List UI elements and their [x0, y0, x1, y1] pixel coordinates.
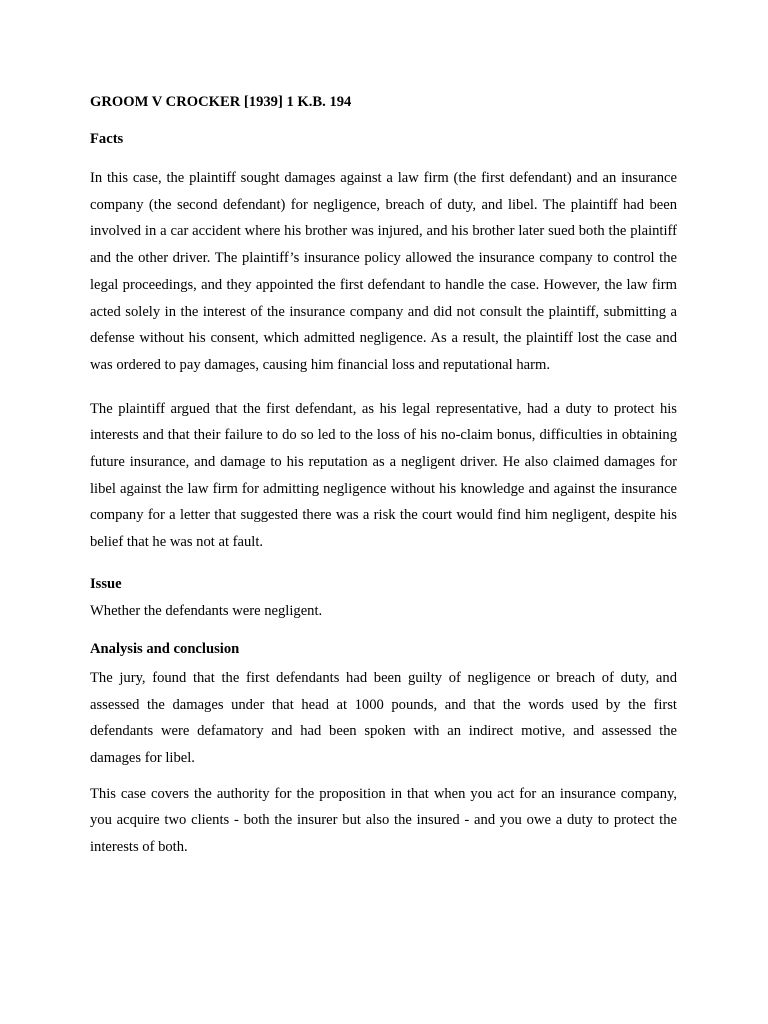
- analysis-paragraph-2: This case covers the authority for the proposition in that when you act for an insurance company, you acquire two clients - both the insurer but also the insured - and you owe a duty to protect the interests of both.: [90, 785, 677, 856]
- analysis-heading: Analysis and conclusion: [90, 640, 240, 657]
- facts-heading: Facts: [90, 131, 124, 147]
- facts-paragraph-2: The plaintiff argued that the first defendant, as his legal representative, had a duty to protect his interests and that their failure to do so led to the loss of his no-claim bonus, difficulties in obtaining future insurance, and damage to his reputation as a negligent driver. He also claimed damages for libel against the law firm for admitting negligence without his knowledge and against the insurance company for a letter that suggested there was a risk the court would find him negligent, despite his belief that he was not at fault.: [90, 400, 677, 551]
- issue-text: Whether the defendants were negligent.: [90, 602, 323, 619]
- analysis-paragraph-1: The jury, found that the first defendants had been guilty of negligence or breach of duty, and assessed the damages under that head at 1000 pounds, and that the words used by the first defendants were defamatory and had been spoken with an indirect motive, and assessed the damages for libel.: [90, 669, 677, 766]
- case-title: GROOM V CROCKER [1939] 1 K.B. 194: [90, 94, 352, 110]
- issue-heading: Issue: [90, 575, 122, 592]
- document-page: [90, 92, 677, 861]
- facts-paragraph-1: In this case, the plaintiff sought damages against a law firm (the first defendant) and an insurance company (the second defendant) for negligence, breach of duty, and libel. The plaintiff had been involved in a car accident where his brother was injured, and his brother later sued both the plaintiff and the other driver. The plaintiff’s insurance policy allowed the insurance company to control the legal proceedings, and they appointed the first defendant to handle the case. However, the law firm acted solely in the interest of the insurance company and did not consult the plaintiff, submitting a defense without his consent, which admitted negligence. As a result, the plaintiff lost the case and was ordered to pay damages, causing him financial loss and reputational harm.: [90, 170, 677, 373]
